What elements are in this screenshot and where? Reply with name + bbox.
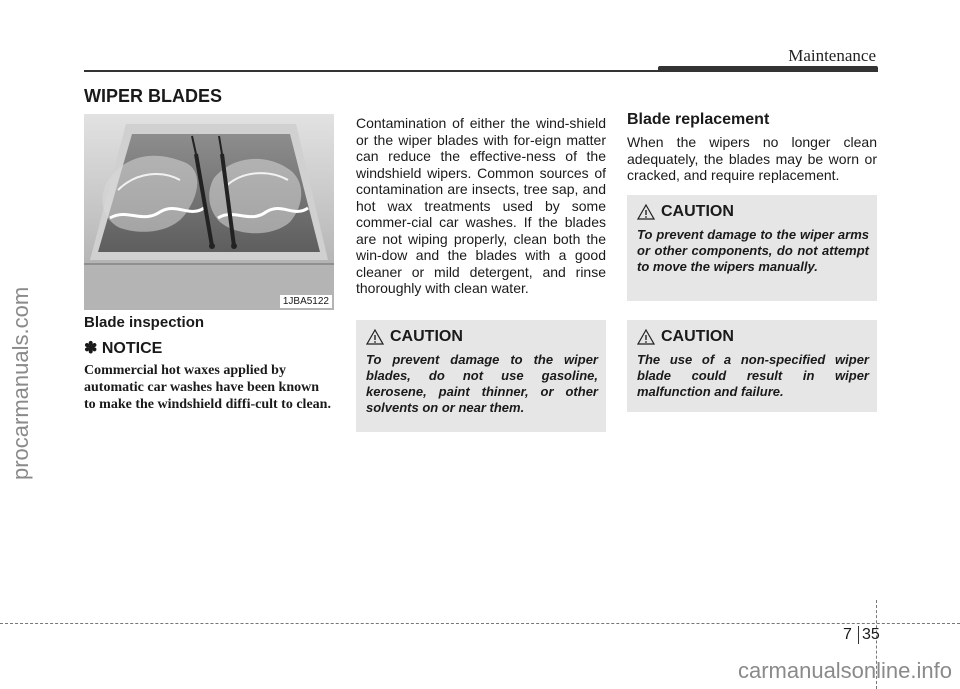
- windshield-wiper-icon: [84, 114, 334, 310]
- warning-triangle-icon: [637, 329, 655, 345]
- caution-body: To prevent damage to the wiper blades, do not use gasoline, kerosene, paint thinner, or other solvents on or near them.: [366, 352, 598, 415]
- replacement-text: When the wipers no longer clean adequately, the blades may be worn or cracked, and require replacement.: [627, 134, 877, 183]
- warning-triangle-icon: [637, 204, 655, 220]
- caution-header: [637, 328, 869, 346]
- page-chapter: 7: [843, 626, 852, 643]
- contamination-text: Contamination of either the wind-shield or the wiper blades with for-eign matter can reduce the effective-ness of the windshield wipers. Common sources of contamination are insects, tree sap, and hot wax treatments used by some commer-cial car washes. If the blades are not wiping properly, clean both the win-dow and the blades with a good cleaner or mild detergent, and rinse thoroughly with clean water.: [356, 115, 606, 296]
- side-watermark: procarmanuals.com: [8, 286, 33, 480]
- notice-heading: ✽ NOTICE: [84, 340, 163, 357]
- caution-title: CAUTION: [661, 203, 734, 220]
- figure-code: 1JBA5122: [280, 295, 332, 308]
- blade-replacement-heading: Blade replacement: [627, 111, 770, 128]
- caution-box-non-specified: [627, 320, 877, 412]
- caution-header: [366, 328, 598, 346]
- windshield-illustration: [84, 114, 334, 310]
- blade-inspection-heading: Blade inspection: [84, 314, 205, 331]
- header-rule: [84, 70, 878, 72]
- warning-triangle-icon: [366, 329, 384, 345]
- caution-header: [637, 203, 869, 221]
- section-title: WIPER BLADES: [84, 86, 223, 106]
- caution-body: The use of a non-specified wiper blade could result in wiper malfunction and failure.: [637, 352, 869, 399]
- header-title: Maintenance: [788, 46, 876, 65]
- caution-title: CAUTION: [661, 328, 734, 345]
- caution-box-arms: [627, 195, 877, 301]
- bottom-watermark: carmanualsonline.info: [737, 658, 952, 683]
- footer-rule: [0, 623, 960, 624]
- page-number: 35: [862, 626, 880, 643]
- caution-body: To prevent damage to the wiper arms or other components, do not attempt to move the wipers manually.: [637, 227, 869, 274]
- caution-title: CAUTION: [390, 328, 463, 345]
- caution-box-solvents: [356, 320, 606, 432]
- notice-body: Commercial hot waxes applied by automatic car washes have been known to make the windshield diffi-cult to clean.: [84, 363, 331, 412]
- page-number-divider: [858, 626, 859, 644]
